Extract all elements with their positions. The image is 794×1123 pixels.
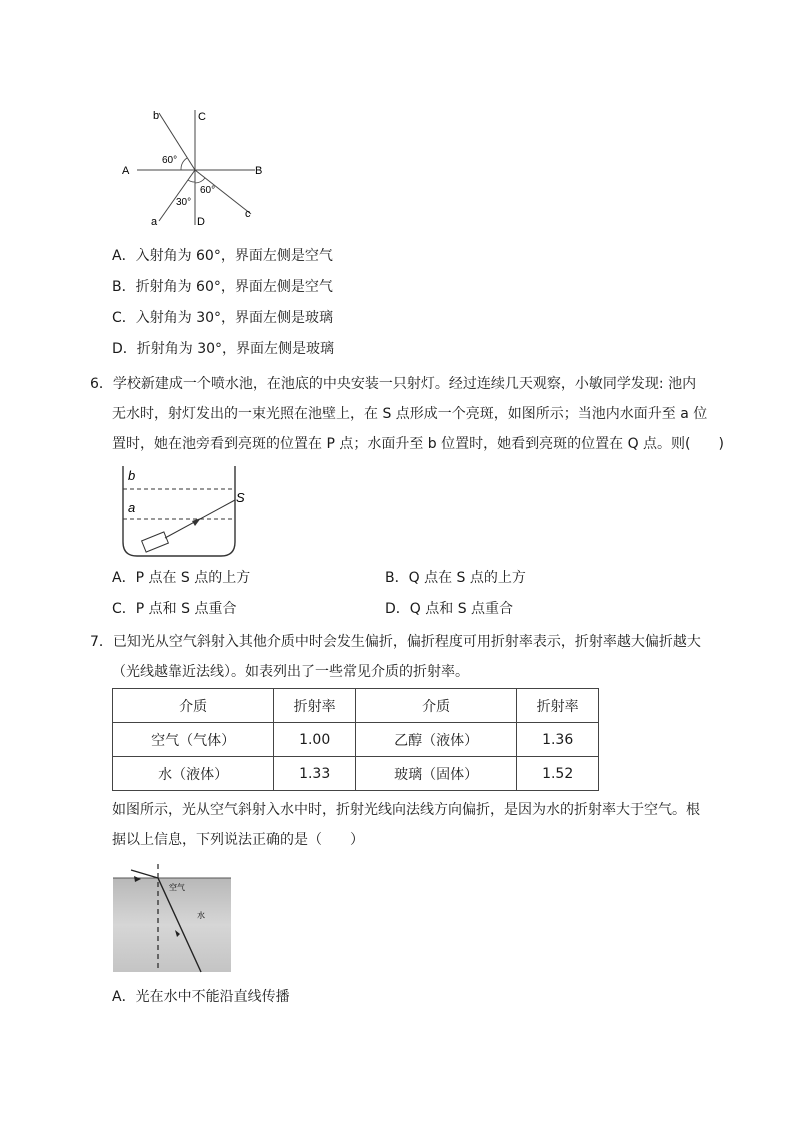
q7-option-a: A．光在水中不能沿直线传播 bbox=[112, 989, 290, 1005]
ray-a bbox=[159, 170, 195, 221]
table-cell: 玻璃（固体） bbox=[355, 757, 516, 791]
angle-arc-low bbox=[195, 178, 205, 183]
q5-refraction-figure bbox=[115, 105, 275, 230]
label-C: C bbox=[198, 111, 206, 123]
label-air: 空气 bbox=[169, 883, 185, 892]
label-c: c bbox=[245, 208, 251, 220]
q6-pool-figure bbox=[115, 464, 255, 559]
angle-arc-top bbox=[181, 158, 187, 170]
angle-60-top: 60° bbox=[162, 155, 178, 166]
angle-30: 30° bbox=[176, 197, 192, 208]
q5-option-b: B．折射角为 60°，界面左侧是空气 bbox=[112, 279, 333, 295]
q6-stem-line-3: 置时，她在池旁看到亮斑的位置在 P 点；水面升至 b 位置时，她看到亮斑的位置在 Q 点。则( ) bbox=[112, 436, 724, 452]
table-cell: 1.33 bbox=[274, 757, 356, 791]
table-cell: 空气（气体） bbox=[113, 723, 274, 757]
q6-option-c: C．P 点和 S 点重合 bbox=[112, 601, 237, 617]
header-cell: 介质 bbox=[355, 689, 516, 723]
label-b: b bbox=[128, 468, 136, 483]
table-cell: 1.36 bbox=[517, 723, 599, 757]
q5-option-d: D．折射角为 30°，界面左侧是玻璃 bbox=[112, 341, 335, 357]
header-cell: 介质 bbox=[113, 689, 274, 723]
q6-stem-line-2: 无水时，射灯发出的一束光照在池壁上，在 S 点形成一个亮斑，如图所示；当池内水面升至 a 位 bbox=[112, 406, 708, 422]
q5-option-c: C．入射角为 30°，界面左侧是玻璃 bbox=[112, 310, 334, 326]
label-a: a bbox=[151, 216, 158, 228]
header-cell: 折射率 bbox=[274, 689, 356, 723]
table-cell: 水（液体） bbox=[113, 757, 274, 791]
label-S: S bbox=[236, 490, 245, 505]
label-D: D bbox=[197, 216, 205, 228]
angle-60-low: 60° bbox=[200, 185, 216, 196]
water-body bbox=[113, 878, 231, 972]
table-cell: 乙醇（液体） bbox=[355, 723, 516, 757]
table-row bbox=[113, 723, 599, 757]
label-a: a bbox=[128, 500, 136, 515]
q7-stem-line-1: 7．已知光从空气斜射入其他介质中时会发生偏折，偏折程度可用折射率表示，折射率越大偏折越大 bbox=[90, 634, 701, 650]
table-cell: 1.52 bbox=[517, 757, 599, 791]
q6-option-d: D．Q 点和 S 点重合 bbox=[385, 601, 514, 617]
q7-after-line-1: 如图所示，光从空气斜射入水中时，折射光线向法线方向偏折，是因为水的折射率大于空气。根 bbox=[112, 802, 700, 818]
q6-option-b: B．Q 点在 S 点的上方 bbox=[385, 570, 526, 586]
refractive-index-table bbox=[112, 688, 599, 791]
label-water: 水 bbox=[197, 911, 205, 920]
q7-refraction-photo bbox=[113, 862, 233, 974]
q7-stem-line-2: （光线越靠近法线）。如表列出了一些常见介质的折射率。 bbox=[112, 664, 469, 680]
q6-option-a: A．P 点在 S 点的上方 bbox=[112, 570, 251, 586]
q7-after-line-2: 据以上信息，下列说法正确的是（ ） bbox=[112, 832, 364, 848]
label-A: A bbox=[122, 165, 130, 177]
q6-stem-line-1: 6．学校新建成一个喷水池，在池底的中央安装一只射灯。经过连续几天观察，小敏同学发现: 池内 bbox=[90, 376, 697, 392]
header-cell: 折射率 bbox=[517, 689, 599, 723]
table-cell: 1.00 bbox=[274, 723, 356, 757]
table-header-row bbox=[113, 689, 599, 723]
q5-option-a: A．入射角为 60°，界面左侧是空气 bbox=[112, 248, 333, 264]
table-row bbox=[113, 757, 599, 791]
label-B: B bbox=[255, 165, 263, 177]
angle-arc-30 bbox=[188, 180, 195, 182]
label-b: b bbox=[153, 110, 160, 122]
pool-outline bbox=[123, 466, 235, 556]
spotlight bbox=[142, 532, 169, 552]
